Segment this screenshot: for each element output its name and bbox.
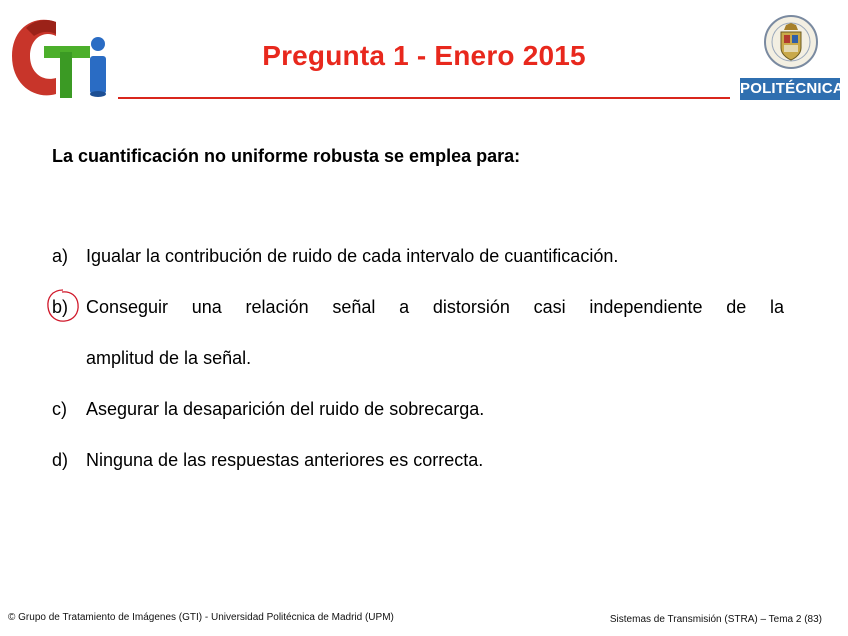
option-text-continued: amplitud de la señal. [86,348,252,368]
title-rule [118,97,730,99]
option-a [52,238,784,289]
slide-title: Pregunta 1 - Enero 2015 [262,40,586,71]
option-b [52,289,784,340]
option-letter: a) [52,246,69,266]
upm-logo [740,14,844,102]
question-prompt: La cuantificación no uniforme robusta se emplea para: [52,146,521,166]
option-text: Igualar la contribución de ruido de cada intervalo de cuantificación. [86,246,619,266]
footer-course-info: Sistemas de Transmisión (STRA) – Tema 2 (83) [609,614,822,625]
option-text: Conseguir una relación señal a distorsión casi independiente de la [86,297,784,317]
option-letter: b) [52,297,69,317]
footer-copyright: © Grupo de Tratamiento de Imágenes (GTI) - Universidad Politécnica de Madrid (UPM) [8,612,394,623]
option-letter: d) [52,450,69,470]
upm-seal-icon [764,14,818,74]
answer-options [52,238,784,493]
option-letter: c) [52,399,67,419]
upm-label: POLITÉCNICA [740,78,840,100]
option-text: Asegurar la desaparición del ruido de sobrecarga. [86,399,485,419]
option-b-continued [52,340,784,391]
option-d [52,442,784,493]
option-text: Ninguna de las respuestas anteriores es correcta. [86,450,484,470]
option-c [52,391,784,442]
